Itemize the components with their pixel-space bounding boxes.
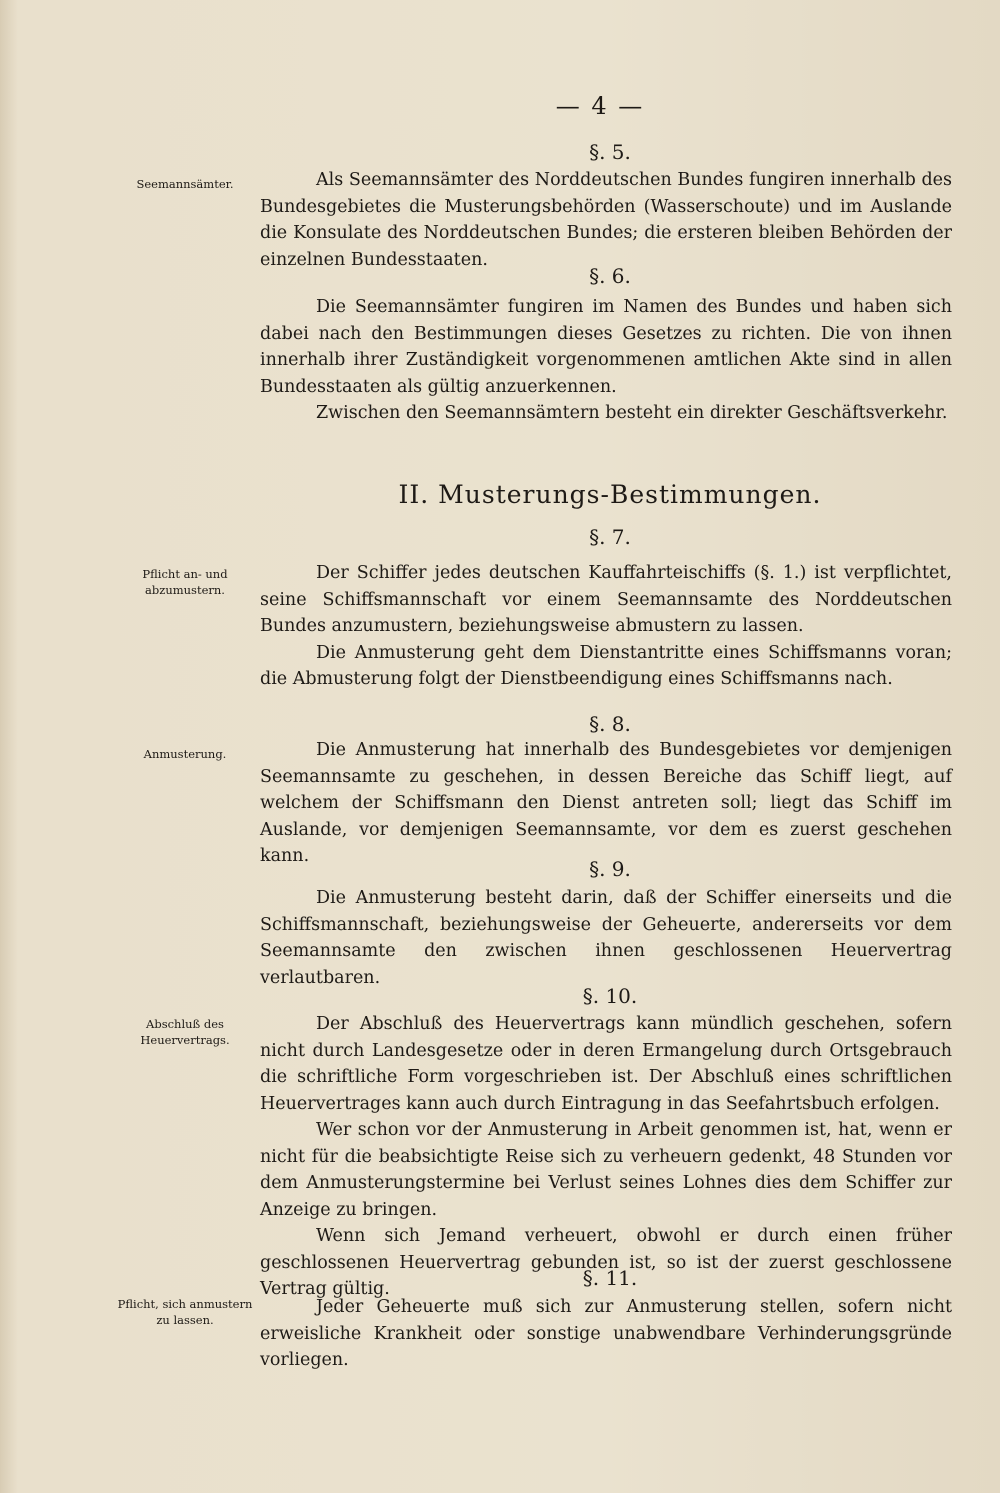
paragraph: Die Anmusterung geht dem Dienstantritte eines Schiffsmanns voran; die Abmusterung folgt der Dienstbeendigung eines Schiffsmanns nach. bbox=[260, 642, 952, 689]
paragraph: Der Schiffer jedes deutschen Kauffahrteischiffs (§. 1.) ist verpflichtet, seine Schiffsmannschaft vor einem Seemannsamte des Norddeutschen Bundes anzumustern, beziehungsweise abmustern zu lassen. bbox=[260, 563, 952, 636]
margin-note-pflicht-an-abzumustern: Pflicht an- und abzumustern. bbox=[142, 567, 228, 597]
section-8-body bbox=[260, 737, 952, 870]
margin-note-seemannsaemter: Seemannsämter. bbox=[136, 177, 234, 191]
section-7-title: §. 7. bbox=[589, 525, 631, 549]
paragraph: Als Seemannsämter des Norddeutschen Bundes fungiren innerhalb des Bundesgebietes die Musterungsbehörden (Wasserschoute) und im Auslande die Konsulate des Norddeutschen Bundes; die ersteren bleiben Behörden der einzelnen Bundesstaaten. bbox=[260, 170, 952, 270]
margin-note-abschluss-heuervertrags: Abschluß des Heuervertrags. bbox=[140, 1017, 230, 1047]
section-9-title: §. 9. bbox=[589, 857, 631, 881]
section-8-title: §. 8. bbox=[589, 712, 631, 736]
section-10-body bbox=[260, 1011, 952, 1303]
paragraph: Die Anmusterung hat innerhalb des Bundesgebietes vor demjenigen Seemannsamte zu geschehen, in dessen Bereiche das Schiff liegt, auf welchem der Schiffsmann den Dienst antreten soll; liegt das Schiff im Auslande, vor demjenigen Seemannsamte, vor dem es zuerst geschehen kann. bbox=[260, 740, 952, 866]
paragraph: Der Abschluß des Heuervertrags kann mündlich geschehen, sofern nicht durch Landesgesetze oder in deren Ermangelung durch Ortsgebrauch die schriftliche Form vorgeschrieben ist. Der Abschluß eines schriftlichen Heuervertrages kann auch durch Eintragung in das Seefahrtsbuch erfolgen. bbox=[260, 1014, 952, 1114]
section-7-body bbox=[260, 560, 952, 693]
page-number: — 4 — bbox=[555, 92, 645, 120]
paragraph: Die Anmusterung besteht darin, daß der Schiffer einerseits und die Schiffsmannschaft, beziehungsweise der Geheuerte, andererseits vor dem Seemannsamte den zwischen ihnen geschlossenen Heuervertrag verlautbaren. bbox=[260, 888, 952, 988]
paragraph: Zwischen den Seemannsämtern besteht ein direkter Geschäftsverkehr. bbox=[316, 403, 948, 423]
paragraph: Die Seemannsämter fungiren im Namen des Bundes und haben sich dabei nach den Bestimmungen dieses Gesetzes zu richten. Die von ihnen innerhalb ihrer Zuständigkeit vorgenommenen amtlichen Akte sind in allen Bundesstaaten als gültig anzuerkennen. bbox=[260, 297, 952, 397]
section-5-title: §. 5. bbox=[589, 140, 631, 164]
section-6-body bbox=[260, 294, 952, 427]
section-11-body bbox=[260, 1294, 952, 1374]
section-11-title: §. 11. bbox=[582, 1266, 638, 1290]
margin-note-anmusterung: Anmusterung. bbox=[143, 747, 227, 761]
section-10-title: §. 10. bbox=[582, 984, 638, 1008]
section-6-title: §. 6. bbox=[589, 264, 631, 288]
section-5-body bbox=[260, 167, 952, 273]
paragraph: Jeder Geheuerte muß sich zur Anmusterung stellen, sofern nicht erweisliche Krankheit oder sonstige unabwendbare Verhinderungsgründe vorliegen. bbox=[260, 1297, 952, 1370]
paragraph: Wenn sich Jemand verheuert, obwohl er durch einen früher geschlossenen Heuervertrag gebunden ist, so ist der zuerst geschlossene Vertrag gültig. bbox=[260, 1226, 952, 1299]
section-9-body bbox=[260, 885, 952, 991]
margin-note-pflicht-anmustern: Pflicht, sich anmustern zu lassen. bbox=[117, 1297, 253, 1327]
chapter-heading: II. Musterungs-Bestimmungen. bbox=[398, 480, 822, 509]
paragraph: Wer schon vor der Anmusterung in Arbeit genommen ist, hat, wenn er nicht für die beabsichtigte Reise sich zu verheuern gedenkt, 48 Stunden vor dem Anmusterungstermine bei Verlust seines Lohnes dies dem Schiffer zur Anzeige zu bringen. bbox=[260, 1120, 952, 1220]
